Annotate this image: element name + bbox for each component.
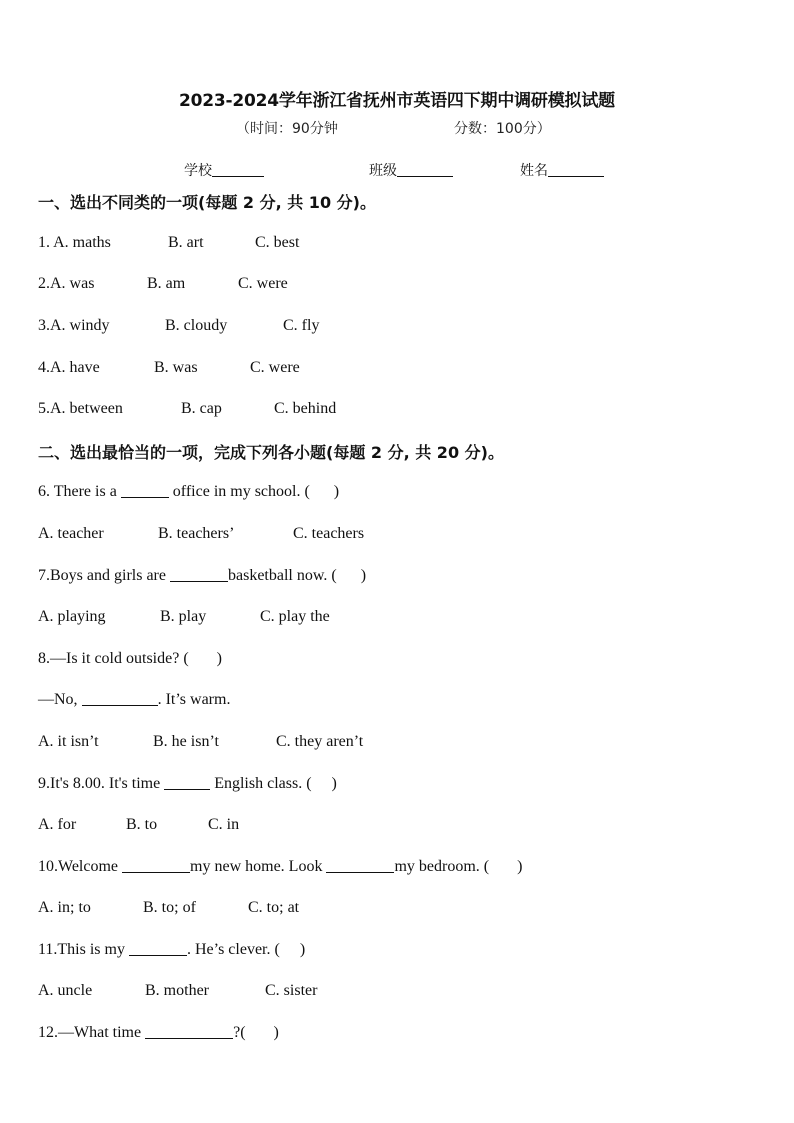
q9-option-a[interactable]: A. for [38, 816, 77, 833]
q8-question: 8.—Is it cold outside? ( ) [38, 650, 222, 667]
q12-blank[interactable] [145, 1024, 233, 1039]
q10-blank-2[interactable] [326, 858, 394, 873]
school-blank [212, 162, 264, 177]
q5-option-c[interactable]: C. behind [274, 400, 337, 417]
q11-option-b[interactable]: B. mother [145, 982, 209, 999]
q2-row [38, 275, 738, 295]
q1-option-a[interactable]: 1. A. maths [38, 234, 111, 251]
q9-question: 9.It's 8.00. It's time English class. ( ) [38, 775, 337, 792]
q5-row [38, 400, 738, 420]
q3-option-c[interactable]: C. fly [283, 317, 320, 334]
q10-option-a[interactable]: A. in; to [38, 899, 91, 916]
name-field[interactable] [520, 160, 604, 180]
q9-option-c[interactable]: C. in [208, 816, 240, 833]
q4-row [38, 359, 738, 379]
q6-option-c[interactable]: C. teachers [293, 525, 365, 542]
time-label: （时间：90分钟 [236, 121, 338, 137]
student-info-fields [0, 160, 794, 182]
class-label: 班级 [369, 163, 397, 179]
q11-option-c[interactable]: C. sister [265, 982, 318, 999]
q7-option-b[interactable]: B. play [160, 608, 207, 625]
q1-option-c[interactable]: C. best [255, 234, 300, 251]
q1-option-b[interactable]: B. art [168, 234, 204, 251]
q12-question: 12.—What time ?( ) [38, 1024, 279, 1041]
class-blank [397, 162, 453, 177]
section1-heading: 一、选出不同类的一项(每题 2 分, 共 10 分)。 [38, 193, 376, 212]
school-label: 学校 [184, 163, 212, 179]
q3-option-a[interactable]: 3.A. windy [38, 317, 110, 334]
q10-option-c[interactable]: C. to; at [248, 899, 300, 916]
q3-row [38, 317, 738, 337]
q9-options [38, 816, 738, 836]
q1-row [38, 234, 738, 254]
q2-option-a[interactable]: 2.A. was [38, 275, 95, 292]
q8-option-a[interactable]: A. it isn’t [38, 733, 99, 750]
section2-heading: 二、选出最恰当的一项，完成下列各小题(每题 2 分, 共 20 分)。 [38, 443, 504, 462]
q6-options [38, 525, 738, 545]
q5-option-a[interactable]: 5.A. between [38, 400, 123, 417]
q4-option-b[interactable]: B. was [154, 359, 198, 376]
q8-option-b[interactable]: B. he isn’t [153, 733, 219, 750]
q9-blank[interactable] [164, 775, 210, 790]
q9-option-b[interactable]: B. to [126, 816, 158, 833]
q2-option-c[interactable]: C. were [238, 275, 288, 292]
q10-options [38, 899, 738, 919]
q7-option-c[interactable]: C. play the [260, 608, 330, 625]
q10-question: 10.Welcome my new home. Look my bedroom. ( ) [38, 858, 523, 875]
q11-options [38, 982, 738, 1002]
q6-blank[interactable] [121, 483, 169, 498]
q10-option-b[interactable]: B. to; of [143, 899, 196, 916]
q8-blank[interactable] [82, 691, 158, 706]
q7-question: 7.Boys and girls are basketball now. ( ) [38, 567, 367, 584]
exam-title: 2023-2024学年浙江省抚州市英语四下期中调研模拟试题 [179, 91, 615, 111]
name-label: 姓名 [520, 163, 548, 179]
q8-options [38, 733, 738, 753]
school-field[interactable] [184, 160, 264, 180]
q6-option-a[interactable]: A. teacher [38, 525, 104, 542]
name-blank [548, 162, 604, 177]
q4-option-a[interactable]: 4.A. have [38, 359, 100, 376]
q11-blank[interactable] [129, 941, 187, 956]
q11-question: 11.This is my . He’s clever. ( ) [38, 941, 306, 958]
q11-option-a[interactable]: A. uncle [38, 982, 93, 999]
q3-option-b[interactable]: B. cloudy [165, 317, 228, 334]
q7-options [38, 608, 738, 628]
q6-option-b[interactable]: B. teachers’ [158, 525, 235, 542]
score-label: 分数：100分） [454, 121, 551, 137]
q5-option-b[interactable]: B. cap [181, 400, 222, 417]
q6-question: 6. There is a office in my school. ( ) [38, 483, 340, 500]
q8-answer-line: —No, . It’s warm. [38, 691, 231, 708]
q7-blank[interactable] [170, 567, 228, 582]
q8-option-c[interactable]: C. they aren’t [276, 733, 364, 750]
q10-blank-1[interactable] [122, 858, 190, 873]
q7-option-a[interactable]: A. playing [38, 608, 106, 625]
q4-option-c[interactable]: C. were [250, 359, 300, 376]
q2-option-b[interactable]: B. am [147, 275, 186, 292]
class-field[interactable] [369, 160, 453, 180]
